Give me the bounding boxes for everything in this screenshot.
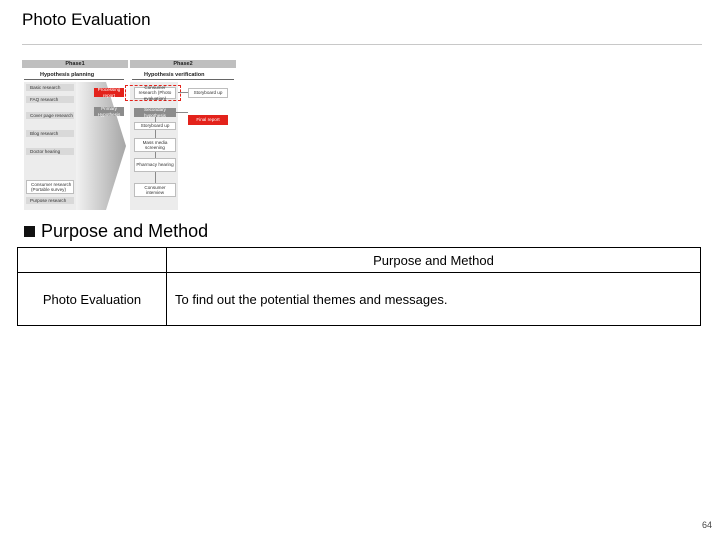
section-heading — [24, 221, 208, 242]
process-diagram — [22, 60, 236, 210]
diagram-item: FAQ research — [26, 96, 74, 103]
storyboard-box: Storyboard up — [188, 88, 228, 98]
page-title: Photo Evaluation — [22, 10, 151, 29]
final-report-box: Final report — [188, 115, 228, 125]
verification-underline — [132, 79, 234, 80]
row-value-cell: To find out the potential themes and messages. — [167, 273, 701, 326]
hypothesis-planning-label: Hypothesis planning — [40, 72, 95, 78]
diagram-item: Basic research — [26, 84, 74, 91]
diagram-item: Cover page research — [26, 112, 74, 119]
section-heading-text: Purpose and Method — [41, 221, 209, 241]
primary-hypothesis-box: Primary Hypothesis — [94, 107, 124, 116]
planning-underline — [24, 79, 124, 80]
diagram-item: Doctor hearing — [26, 148, 74, 155]
secondary-hypothesis-box: Secondary hypothesis — [134, 108, 176, 117]
page-number: 64 — [701, 520, 712, 530]
purpose-method-table — [17, 247, 701, 326]
diagram-item: Purpose research — [26, 197, 74, 204]
phase1-header: Phase1 — [22, 60, 128, 68]
diagram-item: Consumer research (Portable survey) — [26, 180, 74, 194]
funnel-arrow-icon — [76, 82, 128, 210]
diagram-item: Consumer interview — [134, 183, 176, 197]
table-header-row — [18, 248, 701, 273]
diagram-item: Mass media screening — [134, 138, 176, 152]
diagram-item: Blog research — [26, 130, 74, 137]
diagram-item: Pharmacy hearing — [134, 158, 176, 172]
title-divider — [22, 44, 702, 45]
processing-report-box: Processing report — [94, 88, 124, 97]
table-header-empty — [18, 248, 167, 273]
square-bullet-icon — [24, 226, 35, 237]
connector — [178, 92, 188, 93]
consumer-research-box: Consumer research (Photo evaluation) — [134, 87, 176, 99]
diagram-item: Storyboard up — [134, 122, 176, 130]
phase2-header: Phase2 — [130, 60, 236, 68]
connector — [176, 112, 188, 113]
row-label-cell: Photo Evaluation — [18, 273, 167, 326]
table-header-cell: Purpose and Method — [167, 248, 701, 273]
table-row — [18, 273, 701, 326]
hypothesis-verification-label: Hypothesis verification — [144, 72, 205, 78]
